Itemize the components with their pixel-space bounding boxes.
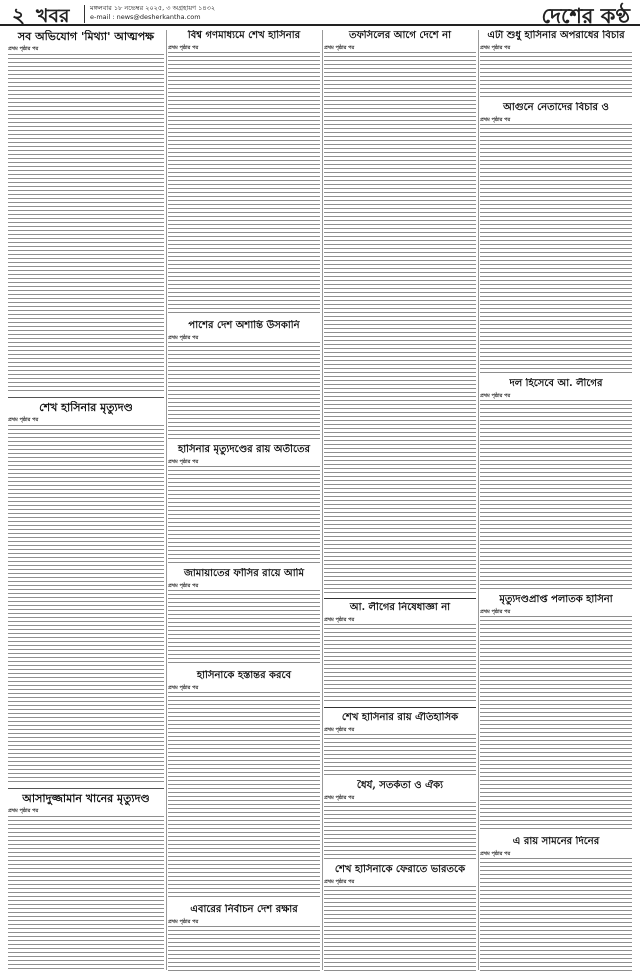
story-byline: প্রথম পৃষ্ঠার পর [480, 393, 511, 399]
story-headline: হাসিনাকে হস্তান্তর করবে [196, 670, 292, 681]
story-byline: প্রথম পৃষ্ঠার পর [324, 45, 355, 51]
story-byline: প্রথম পৃষ্ঠার পর [8, 808, 39, 814]
story-headline: জামায়াতের ফাঁসির রায়ে আমি [183, 568, 305, 579]
story-body [324, 886, 476, 974]
story [480, 836, 632, 974]
story-byline: প্রথম পৃষ্ঠার পর [8, 417, 39, 423]
story-byline: প্রথম পৃষ্ঠার পর [480, 117, 511, 123]
story [168, 568, 320, 666]
column-divider [322, 30, 323, 970]
story-byline: প্রথম পৃষ্ঠার পর [480, 609, 511, 615]
story-body [8, 54, 164, 394]
story-divider [8, 788, 164, 789]
story [168, 30, 320, 316]
story [168, 904, 320, 974]
column-1 [8, 30, 164, 974]
story [324, 602, 476, 704]
story-headline: আগুনে নেতাদের বিচার ও [503, 102, 609, 113]
story [480, 594, 632, 832]
story-headline: হাসিনার মৃত্যুদণ্ডের রায় অতীতের [178, 444, 310, 455]
story-byline: প্রথম পৃষ্ঠার পর [480, 45, 511, 51]
story-headline: বিশ্ব গণমাধ্যমে শেখ হাসিনার [187, 30, 301, 41]
story-headline: শেখ হাসিনাকে ফেরাতে ভারতকে [334, 864, 466, 875]
story-byline: প্রথম পৃষ্ঠার পর [324, 795, 355, 801]
story-body [168, 466, 320, 566]
story [324, 864, 476, 974]
column-divider [166, 30, 167, 970]
story [480, 378, 632, 590]
story-headline: ধৈর্য, সতর্কতা ও ঐক্য [356, 780, 444, 791]
story-headline: মৃত্যুদণ্ডপ্রাপ্ত পলাতক হাসিনা [499, 594, 613, 605]
story-headline: এ রায় সামনের দিনের [512, 836, 600, 847]
column-3 [324, 30, 476, 974]
story [168, 444, 320, 566]
story [324, 712, 476, 776]
story-body [480, 124, 632, 374]
story [324, 780, 476, 860]
story-byline: প্রথম পৃষ্ঠার পর [324, 879, 355, 885]
story [8, 401, 164, 785]
story-byline: প্রথম পৃষ্ঠার পর [324, 617, 355, 623]
story-byline: প্রথম পৃষ্ঠার পর [168, 335, 199, 341]
dateline: মঙ্গলবার ১৮ নভেম্বর ২০২৫, ৩ অগ্রহায়ণ ১৪৩২ [90, 4, 216, 12]
story-byline: প্রথম পৃষ্ঠার পর [168, 685, 199, 691]
story-body [480, 858, 632, 974]
story [168, 320, 320, 442]
story-body [168, 52, 320, 316]
story-headline: সব অভিযোগ 'মিথ্যা' আত্মপক্ষ [17, 30, 155, 43]
masthead-divider [84, 5, 85, 23]
masthead [0, 0, 640, 26]
story-body [168, 926, 320, 974]
column-2 [168, 30, 320, 974]
story-headline: দল হিসেবে আ. লীগের [509, 378, 603, 389]
story-body [480, 52, 632, 98]
story [168, 670, 320, 900]
story-byline: প্রথম পৃষ্ঠার পর [324, 727, 355, 733]
story-body [324, 802, 476, 860]
story-headline: আ. লীগের নিষেধাজ্ঞা না [349, 602, 451, 613]
story-divider [8, 397, 164, 398]
story-byline: প্রথম পৃষ্ঠার পর [480, 851, 511, 857]
story-byline: প্রথম পৃষ্ঠার পর [168, 583, 199, 589]
column-4 [480, 30, 632, 974]
story-headline: শেখ হাসিনার রায় ঐতিহাসিক [341, 712, 459, 723]
story-body [324, 734, 476, 776]
email-line: e-mail : news@desherkantha.com [90, 13, 201, 21]
story [8, 792, 164, 972]
story [480, 30, 632, 98]
story-headline: পাশের দেশ অশান্তি উসকানি [188, 320, 300, 331]
page-number: ২ [12, 3, 26, 27]
story-byline: প্রথম পৃষ্ঠার পর [168, 459, 199, 465]
story-headline: শেখ হাসিনার মৃত্যুদণ্ড [39, 401, 133, 414]
story [324, 30, 476, 596]
story-byline: প্রথম পৃষ্ঠার পর [168, 45, 199, 51]
story-headline: তফসিলের আগে দেশে না [348, 30, 452, 41]
section-title: খবর [36, 5, 70, 27]
story-byline: প্রথম পৃষ্ঠার পর [8, 46, 39, 52]
newspaper-brand: দেশের কণ্ঠ [541, 3, 630, 28]
story-body [168, 590, 320, 666]
story-headline: এটা শুধু হাসিনার অপরাধের বিচার [487, 30, 625, 41]
story-body [324, 52, 476, 596]
story-body [8, 816, 164, 972]
story [8, 30, 164, 394]
story-body [8, 425, 164, 785]
story-byline: প্রথম পৃষ্ঠার পর [168, 919, 199, 925]
story-headline: আসাদুজ্জামান খানের মৃত্যুদণ্ড [22, 792, 150, 805]
story-body [480, 616, 632, 832]
story-headline: এবারের নির্বাচন দেশ রক্ষার [190, 904, 298, 915]
story-body [324, 624, 476, 704]
story-body [480, 400, 632, 590]
column-divider [478, 30, 479, 970]
story [480, 102, 632, 374]
story-body [168, 692, 320, 900]
story-body [168, 342, 320, 442]
